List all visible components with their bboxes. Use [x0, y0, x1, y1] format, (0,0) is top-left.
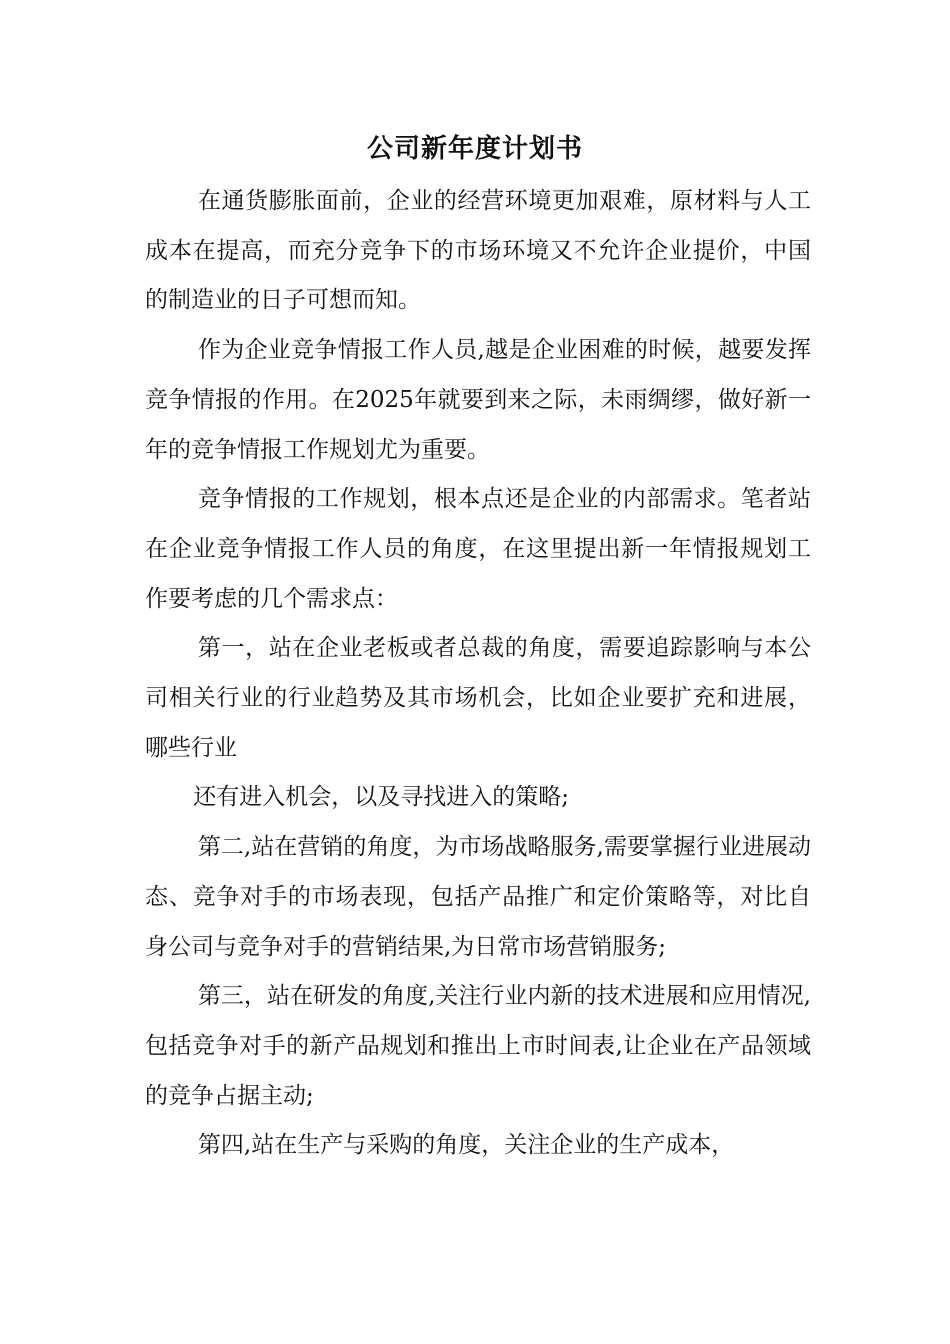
paragraph-inflation: 在通货膨胀面前，企业的经营环境更加艰难，原材料与人工成本在提高，而充分竞争下的市场环境又不允许企业提价，中国的制造业的日子可想而知。 — [145, 188, 811, 314]
paragraph-first-point: 第一，站在企业老板或者总裁的角度，需要追踪影响与本公司相关行业的行业趋势及其市场机会，比如企业要扩充和进展，哪些行业 — [145, 635, 811, 761]
paragraph-fourth-point: 第四,站在生产与采购的角度，关注企业的生产成本， — [197, 1132, 735, 1159]
paragraph-second-point: 第二,站在营销的角度，为市场战略服务,需要掌握行业进展动态、竞争对手的市场表现，包括产品推广和定价策略等，对比自身公司与竞争对手的营销结果,为日常市场营销服务; — [145, 834, 811, 960]
paragraph-third-point: 第三，站在研发的角度,关注行业内新的技术进展和应用情况,包括竞争对手的新产品规划和推出上市时间表,让企业在产品领域的竞争占据主动; — [145, 983, 811, 1109]
paragraph-planning-needs: 竞争情报的工作规划，根本点还是企业的内部需求。笔者站在企业竞争情报工作人员的角度，在这里提出新一年情报规划工作要考虑的几个需求点： — [145, 486, 811, 612]
document-title: 公司新年度计划书 — [366, 134, 583, 164]
paragraph-intelligence-role: 作为企业竞争情报工作人员,越是企业困难的时候，越要发挥竞争情报的作用。在2025年就要到来之际，未雨绸缪，做好新一年的竞争情报工作规划尤为重要。 — [145, 337, 811, 463]
document-body — [145, 177, 811, 1171]
paragraph-first-point-continued: 还有进入机会，以及寻找进入的策略; — [193, 784, 570, 811]
